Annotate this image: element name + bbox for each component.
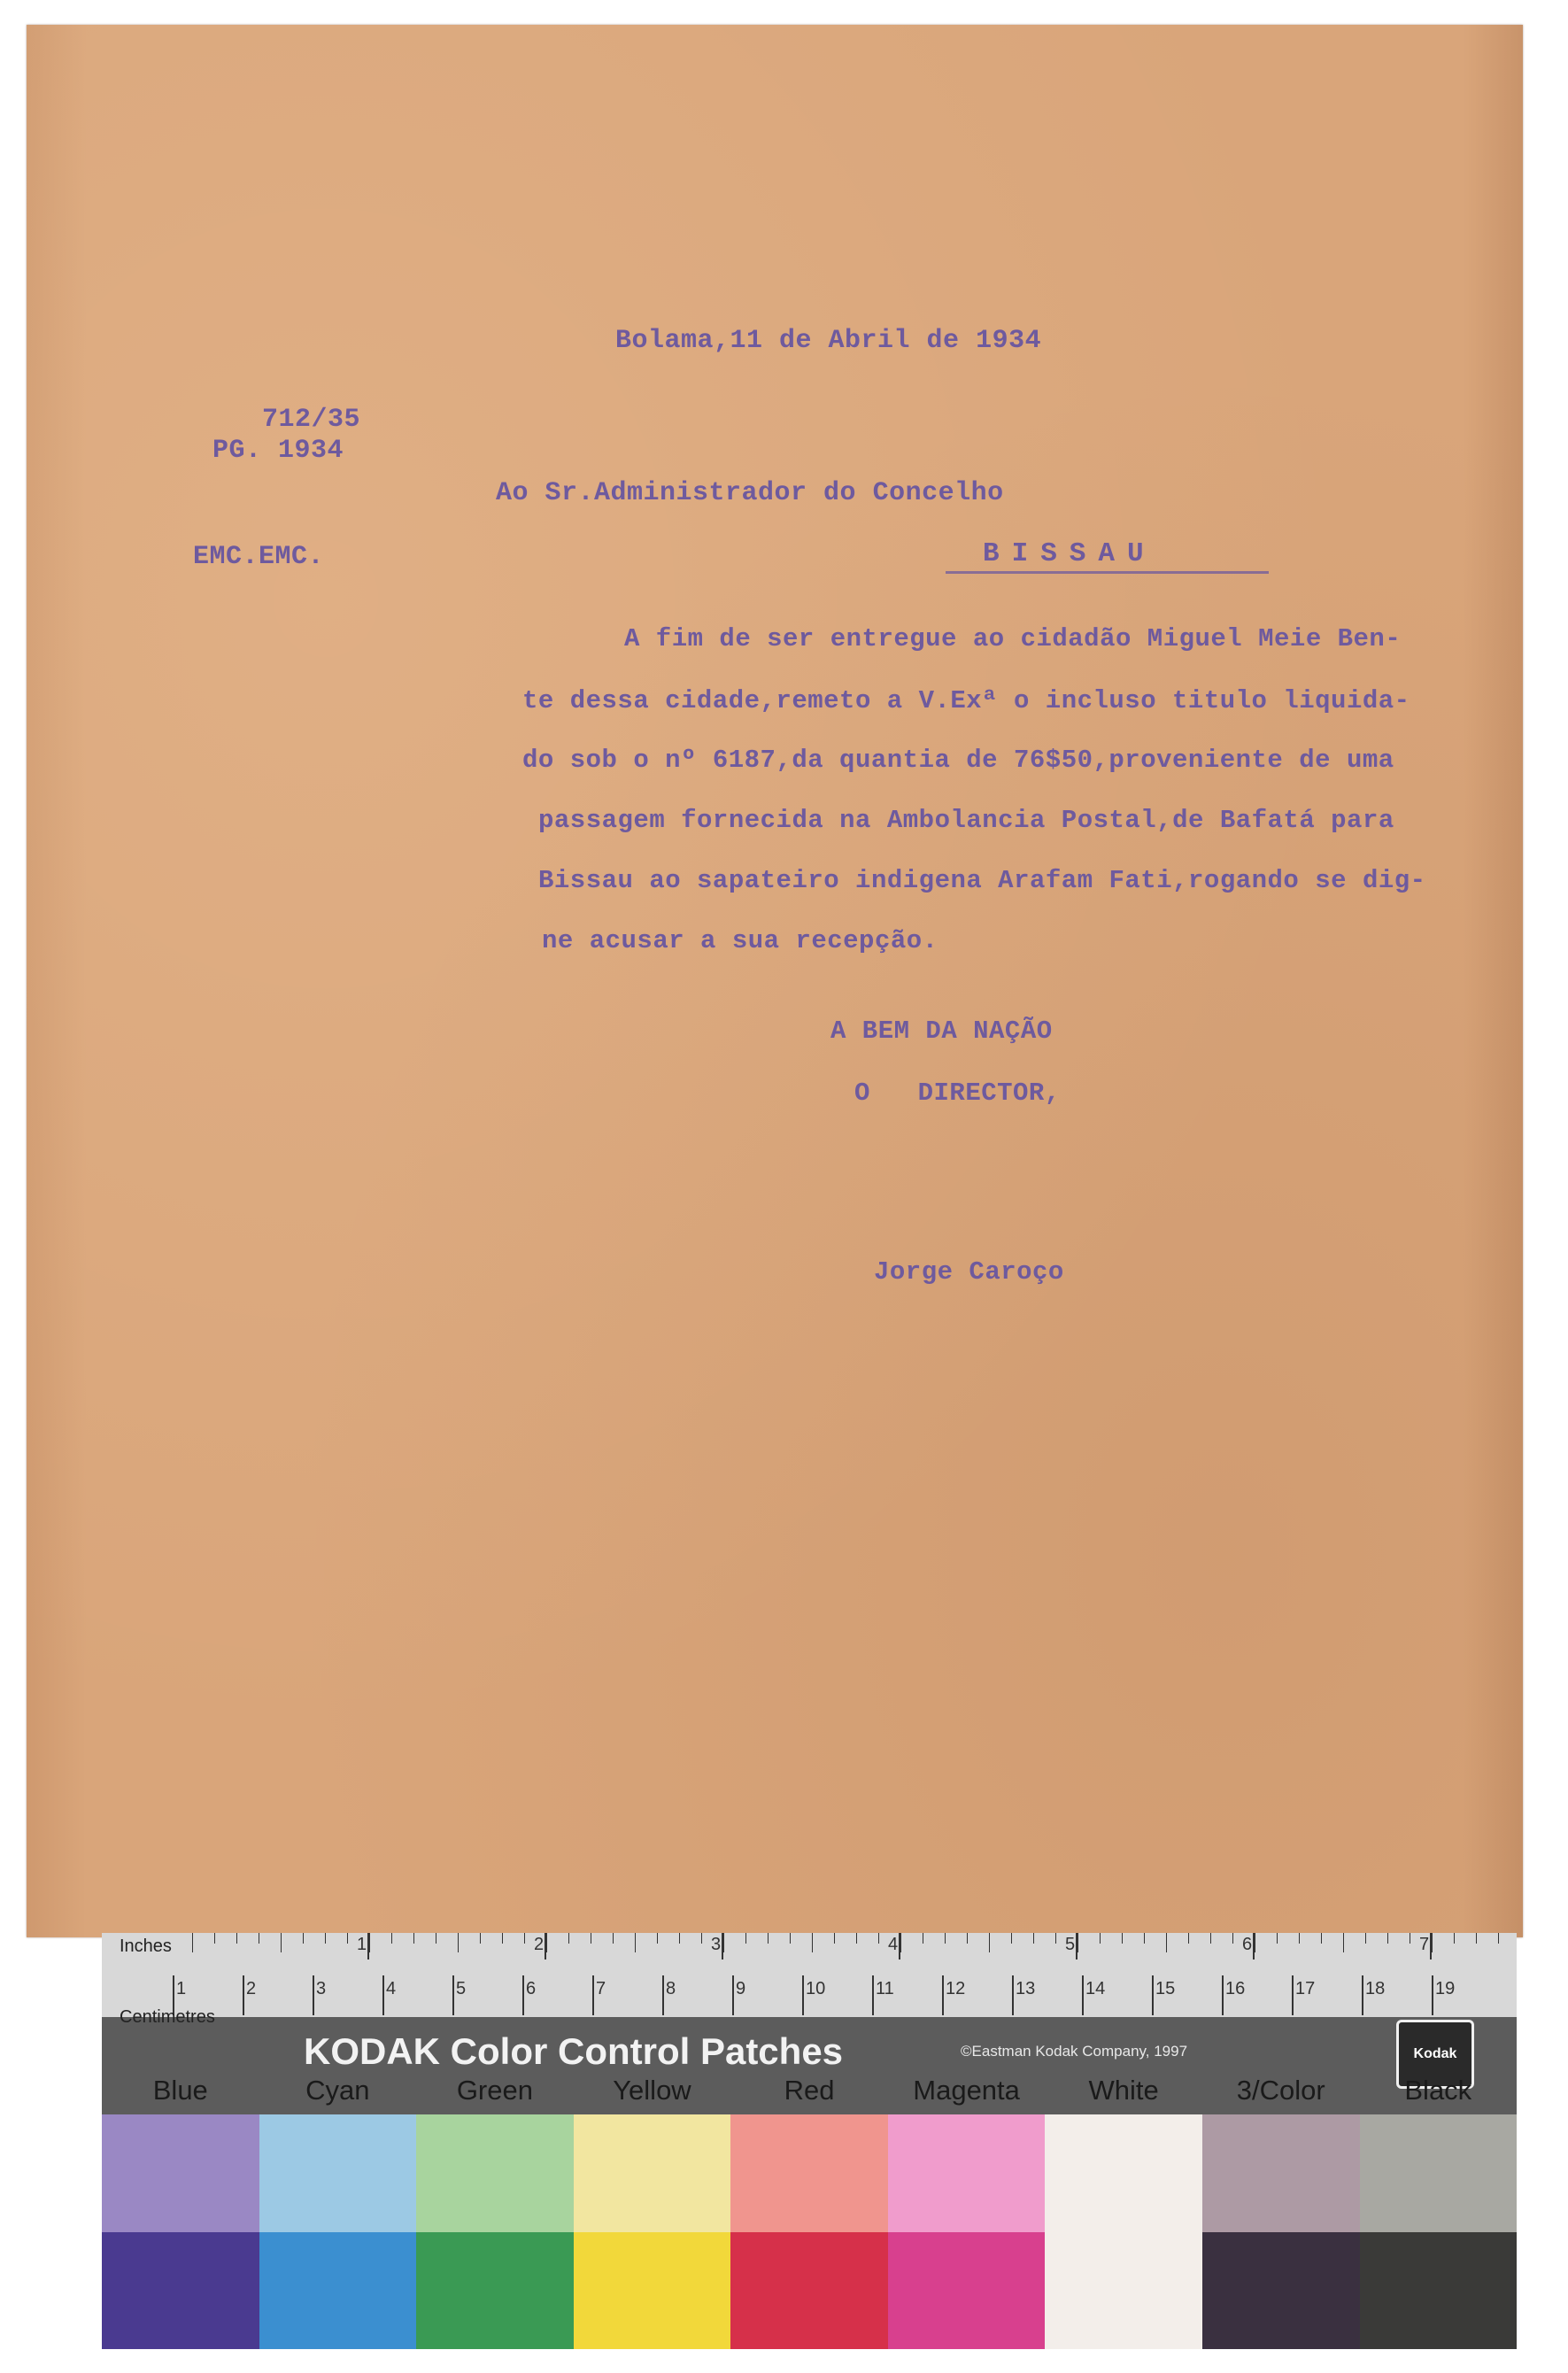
city-underline: [946, 571, 1269, 574]
patch-column: [1360, 2114, 1518, 2349]
patch-light: [1202, 2114, 1360, 2232]
body-line: ne acusar a sua recepção.: [542, 926, 938, 955]
cm-tick: [872, 1975, 874, 2015]
cm-tick-label: 18: [1365, 1979, 1386, 1998]
cm-tick-label: 15: [1155, 1979, 1176, 1998]
cm-tick: [592, 1975, 594, 2015]
patch-labels: [102, 2075, 1517, 2114]
patch-light: [888, 2114, 1046, 2232]
minor-tick: [1144, 1933, 1145, 1944]
cm-tick: [1012, 1975, 1014, 2015]
patch-column: [1202, 2114, 1360, 2349]
cm-tick: [802, 1975, 804, 2015]
cm-tick: [522, 1975, 524, 2015]
minor-tick: [347, 1933, 348, 1944]
patch-label: Black: [1404, 2075, 1472, 2106]
cm-tick-label: 6: [526, 1979, 537, 1998]
signature-name: Jorge Caroço: [874, 1257, 1064, 1287]
patch-light: [259, 2114, 417, 2232]
minor-tick: [303, 1933, 304, 1944]
minor-tick: [812, 1933, 813, 1952]
patch-light: [730, 2114, 888, 2232]
cm-tick-label: 3: [316, 1979, 327, 1998]
patch-dark: [888, 2232, 1046, 2350]
minor-tick: [236, 1933, 237, 1944]
cm-tick: [1082, 1975, 1084, 2015]
cm-tick: [1362, 1975, 1363, 2015]
minor-tick: [391, 1933, 392, 1944]
kodak-color-target: [102, 1933, 1517, 2305]
minor-tick: [1432, 1933, 1433, 1952]
minor-tick: [1365, 1933, 1366, 1944]
minor-tick: [768, 1933, 769, 1944]
letter-paper: [27, 25, 1523, 1937]
minor-tick: [701, 1933, 702, 1944]
kodak-logo-text: Kodak: [1413, 2046, 1457, 2061]
color-patches: [102, 2114, 1517, 2349]
patch-light: [1360, 2114, 1518, 2232]
patch-column: [730, 2114, 888, 2349]
patch-dark: [1202, 2232, 1360, 2350]
minor-tick: [1100, 1933, 1101, 1944]
cm-tick-label: 17: [1295, 1979, 1316, 1998]
body-line: do sob o nº 6187,da quantia de 76$50,proveniente de uma: [522, 746, 1394, 775]
minor-tick: [1033, 1933, 1034, 1944]
minor-tick: [635, 1933, 636, 1952]
minor-tick: [1188, 1933, 1189, 1944]
cm-tick-label: 4: [386, 1979, 397, 1998]
minor-tick: [989, 1933, 990, 1952]
minor-tick: [524, 1933, 525, 1944]
cm-tick: [732, 1975, 734, 2015]
inches-label: Inches: [120, 1936, 172, 1956]
cm-tick-label: 19: [1435, 1979, 1456, 1998]
reference-number: 712/35: [262, 405, 361, 435]
addressee: Ao Sr.Administrador do Concelho: [496, 478, 1004, 508]
patch-label: 3/Color: [1236, 2075, 1325, 2106]
closing-salutation: A BEM DA NAÇÃO: [830, 1016, 1053, 1046]
minor-tick: [1454, 1933, 1455, 1944]
addressee-city: BISSAU: [983, 538, 1156, 569]
centimetres-label: Centimetres: [120, 2007, 215, 2027]
cm-tick: [1292, 1975, 1294, 2015]
patch-column: [1045, 2114, 1202, 2349]
cm-tick-label: 8: [666, 1979, 676, 1998]
inch-tick-label: 6: [1242, 1935, 1253, 1954]
inch-tick-label: 4: [888, 1935, 899, 1954]
cm-tick-label: 9: [736, 1979, 746, 1998]
inch-tick-label: 7: [1419, 1935, 1430, 1954]
patch-label: Yellow: [613, 2075, 691, 2106]
measurement-scale: [102, 1933, 1517, 2018]
patch-light: [574, 2114, 731, 2232]
cm-tick-label: 5: [456, 1979, 467, 1998]
inch-tick-label: 5: [1065, 1935, 1076, 1954]
minor-tick: [1498, 1933, 1499, 1944]
target-title: KODAK Color Control Patches: [304, 2030, 844, 2072]
minor-tick: [281, 1933, 282, 1952]
minor-tick: [192, 1933, 193, 1952]
cm-tick: [1152, 1975, 1154, 2015]
body-line: passagem fornecida na Ambolancia Postal,de Bafatá para: [538, 806, 1394, 835]
patch-column: [416, 2114, 574, 2349]
minor-tick: [568, 1933, 569, 1944]
typist-initials: EMC.EMC.: [193, 542, 325, 572]
minor-tick: [1321, 1933, 1322, 1944]
cm-tick-label: 1: [176, 1979, 187, 1998]
patch-label: Red: [784, 2075, 835, 2106]
minor-tick: [1055, 1933, 1056, 1944]
cm-tick: [662, 1975, 664, 2015]
patch-dark: [102, 2232, 259, 2350]
minor-tick: [1011, 1933, 1012, 1944]
cm-tick: [1222, 1975, 1224, 2015]
body-line: Bissau ao sapateiro indigena Arafam Fati,rogando se dig-: [538, 866, 1426, 895]
cm-tick-label: 14: [1085, 1979, 1106, 1998]
patch-label: Magenta: [913, 2075, 1020, 2106]
cm-tick: [382, 1975, 384, 2015]
cm-tick: [1432, 1975, 1433, 2015]
patch-dark: [259, 2232, 417, 2350]
minor-tick: [369, 1933, 370, 1952]
inch-tick-label: 2: [534, 1935, 545, 1954]
cm-tick-label: 7: [596, 1979, 606, 1998]
minor-tick: [790, 1933, 791, 1944]
cm-tick-label: 12: [946, 1979, 966, 1998]
minor-tick: [679, 1933, 680, 1944]
minor-tick: [546, 1933, 547, 1952]
minor-tick: [745, 1933, 746, 1944]
minor-tick: [1387, 1933, 1388, 1944]
minor-tick: [1210, 1933, 1211, 1944]
cm-tick-label: 16: [1225, 1979, 1246, 1998]
patch-label: Blue: [152, 2075, 208, 2106]
minor-tick: [1166, 1933, 1167, 1952]
cm-tick-label: 11: [876, 1979, 894, 1998]
minor-tick: [856, 1933, 857, 1944]
patch-light: [1045, 2114, 1202, 2232]
minor-tick: [900, 1933, 901, 1952]
patch-light: [416, 2114, 574, 2232]
minor-tick: [458, 1933, 459, 1952]
target-copyright: ©Eastman Kodak Company, 1997: [961, 2043, 1188, 2060]
minor-tick: [723, 1933, 724, 1952]
minor-tick: [214, 1933, 215, 1944]
patch-dark: [574, 2232, 731, 2350]
minor-tick: [878, 1933, 879, 1944]
minor-tick: [945, 1933, 946, 1944]
minor-tick: [657, 1933, 658, 1944]
cm-tick-label: 2: [246, 1979, 257, 1998]
cm-tick: [452, 1975, 454, 2015]
inch-tick-label: 1: [357, 1935, 367, 1954]
minor-tick: [1277, 1933, 1278, 1944]
patch-label: Green: [456, 2075, 533, 2106]
patch-dark: [416, 2232, 574, 2350]
minor-tick: [1232, 1933, 1233, 1944]
minor-tick: [502, 1933, 503, 1944]
minor-tick: [325, 1933, 326, 1944]
patch-light: [102, 2114, 259, 2232]
minor-tick: [1299, 1933, 1300, 1944]
minor-tick: [613, 1933, 614, 1944]
cm-tick-label: 10: [806, 1979, 826, 1998]
cm-tick: [243, 1975, 244, 2015]
minor-tick: [1343, 1933, 1344, 1952]
body-line: A fim de ser entregue ao cidadão Miguel Meie Ben-: [624, 624, 1402, 653]
minor-tick: [413, 1933, 414, 1944]
patch-dark: [730, 2232, 888, 2350]
patch-column: [102, 2114, 259, 2349]
cm-tick-label: 13: [1016, 1979, 1036, 1998]
patch-dark: [1360, 2232, 1518, 2350]
cm-tick: [942, 1975, 944, 2015]
cm-tick: [313, 1975, 314, 2015]
reference-series: PG. 1934: [212, 436, 344, 466]
inch-tick-label: 3: [711, 1935, 722, 1954]
minor-tick: [1122, 1933, 1123, 1944]
closing-title: O DIRECTOR,: [854, 1078, 1061, 1108]
patch-column: [888, 2114, 1046, 2349]
patch-column: [259, 2114, 417, 2349]
minor-tick: [1476, 1933, 1477, 1944]
patch-column: [574, 2114, 731, 2349]
body-line: te dessa cidade,remeto a V.Exª o incluso titulo liquida-: [522, 686, 1410, 715]
place-date: Bolama,11 de Abril de 1934: [615, 326, 1042, 356]
patch-label: Cyan: [305, 2075, 370, 2106]
patch-label: White: [1088, 2075, 1159, 2106]
minor-tick: [967, 1933, 968, 1944]
minor-tick: [480, 1933, 481, 1944]
patch-dark: [1045, 2232, 1202, 2350]
minor-tick: [834, 1933, 835, 1944]
